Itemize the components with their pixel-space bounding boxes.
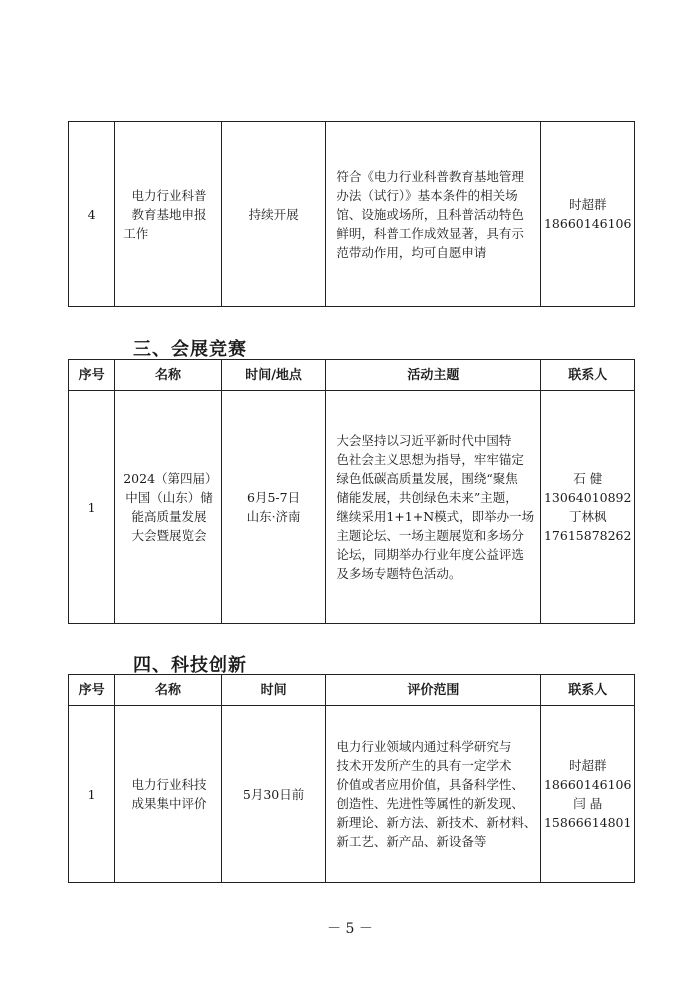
topic-line: 符合《电力行业科普教育基地管理: [336, 168, 524, 184]
topic-line: 主题论坛、一场主题展览和多场分: [336, 528, 524, 543]
topic-line: 鲜明，科普工作成效显著，具有示: [336, 225, 524, 241]
row-name: [115, 706, 222, 883]
header-name: 名称: [115, 675, 222, 706]
scope-line: 新工艺、新产品、新设备等: [336, 834, 487, 849]
topic-line: 范带动作用，均可自愿申请: [336, 244, 487, 260]
contact-phone: 18660146106: [543, 216, 632, 231]
scope-line: 技术开发所产生的具有一定学术: [336, 758, 512, 773]
contact-phone: 17615878262: [543, 528, 632, 543]
topic-line: 色社会主义思想为指导，牢牢锚定: [336, 452, 524, 467]
table-header-row: [69, 675, 635, 706]
contact-name: 丁林枫: [568, 509, 607, 524]
topic-line: 论坛，同期举办行业年度公益评选: [336, 547, 524, 562]
row-number: 1: [69, 391, 115, 624]
header-number: 序号: [69, 360, 115, 391]
row-time: 持续开展: [221, 122, 326, 307]
row-number: 1: [69, 706, 115, 883]
topic-line: 储能发展，共创绿色未来”主题，: [336, 490, 518, 505]
name-line: 电力行业科普: [131, 187, 207, 203]
section-title-tech-innovation: 四、科技创新: [133, 655, 247, 676]
page-number: － 5 －: [327, 921, 373, 937]
table-header-row: [69, 360, 635, 391]
scope-line: 电力行业领域内通过科学研究与: [336, 739, 512, 754]
row-topic: [326, 122, 541, 307]
row-time-place: [221, 391, 326, 624]
header-topic: 活动主题: [326, 360, 541, 391]
contact-name: 石 健: [573, 471, 603, 486]
header-name: 名称: [115, 360, 222, 391]
table-row: [69, 391, 635, 624]
row-time: 5月30日前: [221, 706, 326, 883]
name-line: 能高质量发展: [131, 509, 207, 524]
table-row: [69, 706, 635, 883]
contact-name: 闫 晶: [573, 796, 603, 811]
table-tech-innovation: [68, 674, 635, 883]
header-number: 序号: [69, 675, 115, 706]
topic-line: 及多场专题特色活动。: [336, 566, 462, 581]
time-line: 6月5-7日: [247, 490, 301, 505]
table-exhibitions: [68, 359, 635, 624]
header-contact: 联系人: [541, 360, 635, 391]
contact-name: 时超群: [568, 197, 607, 212]
contact-phone: 15866614801: [543, 815, 632, 830]
name-line: 工作: [123, 225, 149, 241]
header-scope: 评价范围: [326, 675, 541, 706]
row-scope: [326, 706, 541, 883]
row-contact: [541, 706, 635, 883]
row-name: [115, 122, 222, 307]
topic-line: 大会坚持以习近平新时代中国特: [336, 433, 512, 448]
topic-line: 绿色低碳高质量发展，围绕“聚焦: [336, 471, 518, 486]
contact-name: 时超群: [568, 758, 607, 773]
name-line: 大会暨展览会: [131, 528, 207, 543]
header-contact: 联系人: [541, 675, 635, 706]
row-topic: [326, 391, 541, 624]
table-continued: [68, 121, 635, 307]
topic-line: 继续采用1+1+N模式，即举办一场: [336, 509, 535, 524]
place-line: 山东·济南: [246, 509, 301, 524]
table-row: [69, 122, 635, 307]
contact-phone: 13064010892: [543, 490, 632, 505]
contact-phone: 18660146106: [543, 777, 632, 792]
name-line: 2024（第四届）: [123, 471, 218, 486]
row-name: [115, 391, 222, 624]
name-line: 成果集中评价: [131, 796, 207, 811]
name-line: 中国（山东）储: [125, 490, 213, 505]
header-time: 时间: [221, 675, 326, 706]
section-title-exhibitions: 三、会展竞赛: [133, 339, 247, 360]
name-line: 教育基地申报: [131, 206, 207, 222]
name-line: 电力行业科技: [131, 777, 207, 792]
row-contact: [541, 391, 635, 624]
row-number: 4: [69, 122, 115, 307]
topic-line: 馆、设施或场所，且科普活动特色: [336, 206, 524, 222]
row-contact: [541, 122, 635, 307]
scope-line: 价值或者应用价值，具备科学性、: [336, 777, 524, 792]
header-time-place: 时间/地点: [221, 360, 326, 391]
scope-line: 创造性、先进性等属性的新发现、: [336, 796, 524, 811]
topic-line: 办法（试行）》基本条件的相关场: [336, 187, 518, 203]
scope-line: 新理论、新方法、新技术、新材料、: [336, 815, 537, 830]
